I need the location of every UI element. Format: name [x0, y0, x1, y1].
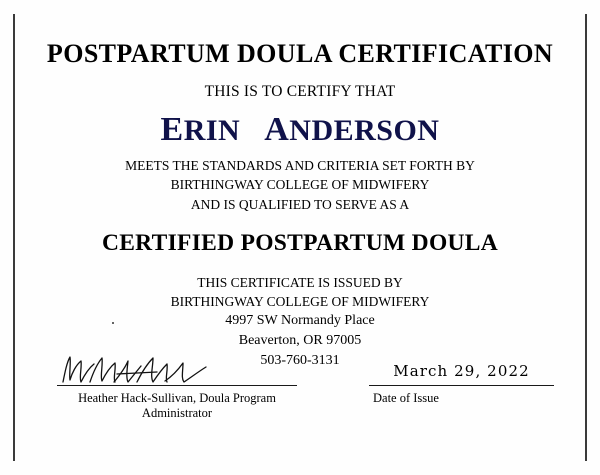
signature-block	[57, 352, 297, 421]
signature-caption: Heather Hack-Sullivan, Doula Program Administrator	[78, 391, 276, 420]
right-border-rule	[585, 14, 587, 461]
recipient-last-name: ANDERSON	[264, 110, 440, 148]
criteria-line-1: MEETS THE STANDARDS AND CRITERIA SET FORTH BY	[125, 157, 475, 173]
certificate-body	[22, 40, 578, 371]
date-block	[369, 352, 554, 406]
issuing-organization: BIRTHINGWAY COLLEGE OF MIDWIFERY	[170, 294, 430, 310]
stray-ink-mark	[112, 322, 114, 324]
issuer-phone: 503-760-3131	[260, 353, 340, 369]
issued-by-line: THIS CERTIFICATE IS ISSUED BY	[197, 275, 403, 291]
recipient-name	[22, 111, 578, 149]
criteria-line-2: BIRTHINGWAY COLLEGE OF MIDWIFERY	[170, 177, 430, 193]
certificate-title: POSTPARTUM DOULA CERTIFICATION	[46, 39, 554, 68]
issuer-street-address: 4997 SW Normandy Place	[225, 313, 375, 329]
issuer-city-state-zip: Beaverton, OR 97005	[238, 333, 362, 349]
handwritten-signature	[57, 352, 297, 384]
date-label: Date of Issue	[373, 391, 439, 405]
award-title: CERTIFIED POSTPARTUM DOULA	[101, 230, 499, 257]
criteria-line-3: AND IS QUALIFIED TO SERVE AS A	[190, 197, 410, 213]
certify-line: THIS IS TO CERTIFY THAT	[204, 82, 396, 100]
left-border-rule	[13, 14, 15, 461]
issue-date-value: March 29, 2022	[393, 362, 530, 380]
signature-area	[22, 352, 578, 422]
recipient-first-name: ERIN	[160, 110, 241, 148]
